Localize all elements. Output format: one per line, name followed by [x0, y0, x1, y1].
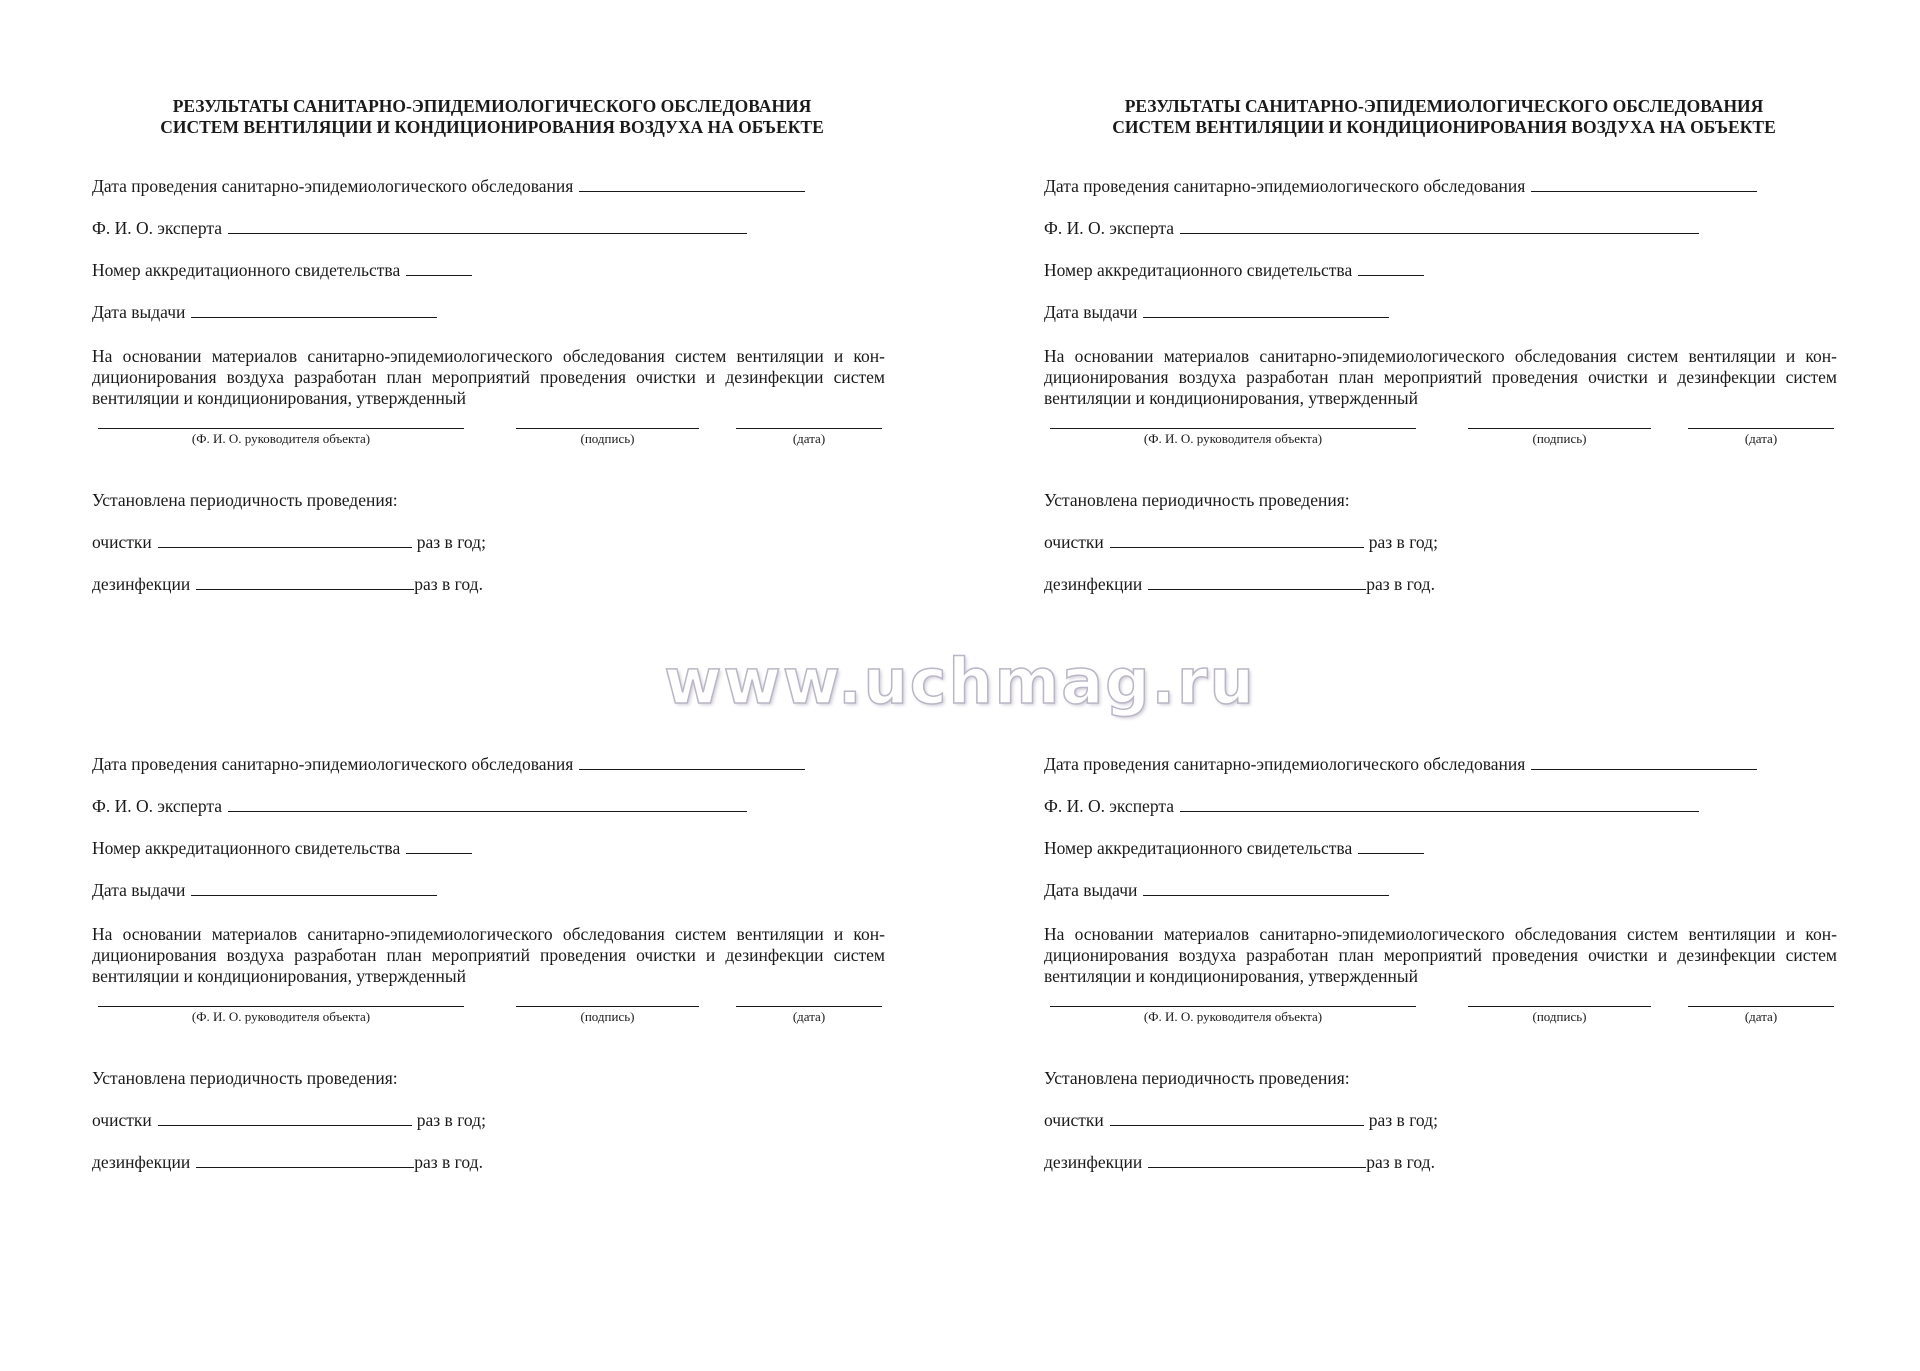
basis-paragraph-line-1: На основании материалов санитарно-эпидемиологического обследования систем вентиляции и кон-	[1044, 924, 1837, 944]
signature-caption: (подпись)	[580, 431, 635, 446]
cleaning-frequency-field[interactable]	[1110, 532, 1364, 548]
survey-date-field[interactable]	[1531, 176, 1757, 192]
disinfection-label: дезинфекции	[92, 1152, 191, 1172]
manager-name-field[interactable]	[1050, 1006, 1416, 1024]
periodicity-row	[92, 1068, 892, 1110]
signature-caption: (подпись)	[580, 1009, 635, 1024]
accreditation-field[interactable]	[1358, 838, 1424, 854]
watermark: www.uchmag.ru	[664, 645, 1256, 718]
form-bottom-right	[1044, 670, 1844, 1194]
basis-paragraph-line-1: На основании материалов санитарно-эпидемиологического обследования систем вентиляции и кон-	[1044, 346, 1837, 366]
disinfection-suffix: раз в год.	[414, 1152, 483, 1172]
basis-paragraph-line-3: вентиляции и кондиционирования, утвержденный	[1044, 388, 1419, 408]
issue-date-field[interactable]	[191, 302, 437, 318]
cleaning-row	[1044, 532, 1844, 574]
signature-caption: (подпись)	[1532, 1009, 1587, 1024]
expert-row	[1044, 796, 1844, 838]
expert-field[interactable]	[228, 218, 747, 234]
disinfection-row	[1044, 1152, 1844, 1194]
disinfection-frequency-field[interactable]	[196, 574, 414, 590]
issue-date-row	[1044, 880, 1844, 922]
manager-name-field[interactable]	[98, 1006, 464, 1024]
approval-date-caption: (дата)	[792, 1009, 826, 1024]
basis-paragraph-line-3: вентиляции и кондиционирования, утвержденный	[92, 388, 467, 408]
signature-field[interactable]	[1468, 428, 1651, 446]
approval-signature-row	[1044, 1006, 1844, 1068]
approval-date-field[interactable]	[736, 1006, 882, 1024]
accreditation-label: Номер аккредитационного свидетельства	[92, 260, 401, 280]
manager-name-caption: (Ф. И. О. руководителя объекта)	[1143, 431, 1323, 446]
survey-date-label: Дата проведения санитарно-эпидемиологического обследования	[1044, 176, 1526, 196]
survey-date-field[interactable]	[1531, 754, 1757, 770]
manager-name-caption: (Ф. И. О. руководителя объекта)	[1143, 1009, 1323, 1024]
issue-date-label: Дата выдачи	[92, 880, 186, 900]
form-title-line-1: РЕЗУЛЬТАТЫ САНИТАРНО-ЭПИДЕМИОЛОГИЧЕСКОГО ОБСЛЕДОВАНИЯ	[1124, 96, 1764, 116]
periodicity-row	[1044, 1068, 1844, 1110]
issue-date-field[interactable]	[1143, 302, 1389, 318]
periodicity-label: Установлена периодичность проведения:	[92, 1068, 398, 1088]
accreditation-label: Номер аккредитационного свидетельства	[1044, 838, 1353, 858]
disinfection-suffix: раз в год.	[1366, 1152, 1435, 1172]
disinfection-label: дезинфекции	[1044, 574, 1143, 594]
manager-name-caption: (Ф. И. О. руководителя объекта)	[191, 1009, 371, 1024]
accreditation-label: Номер аккредитационного свидетельства	[92, 838, 401, 858]
disinfection-label: дезинфекции	[92, 574, 191, 594]
cleaning-label: очистки	[1044, 532, 1104, 552]
issue-date-field[interactable]	[1143, 880, 1389, 896]
approval-date-caption: (дата)	[1744, 1009, 1778, 1024]
expert-label: Ф. И. О. эксперта	[92, 218, 222, 238]
basis-paragraph	[92, 924, 885, 1006]
form-title-line-2: СИСТЕМ ВЕНТИЛЯЦИИ И КОНДИЦИОНИРОВАНИЯ ВОЗДУХА НА ОБЪЕКТЕ	[160, 117, 824, 137]
basis-paragraph-line-2: диционирования воздуха разработан план мероприятий проведения очистки и дезинфекции систем	[92, 367, 885, 387]
expert-row	[1044, 218, 1844, 260]
cleaning-frequency-field[interactable]	[158, 532, 412, 548]
approval-date-field[interactable]	[736, 428, 882, 446]
form-bottom-left	[92, 670, 892, 1194]
signature-field[interactable]	[1468, 1006, 1651, 1024]
survey-date-field[interactable]	[579, 176, 805, 192]
basis-paragraph-line-3: вентиляции и кондиционирования, утвержденный	[1044, 966, 1419, 986]
approval-date-field[interactable]	[1688, 428, 1834, 446]
survey-date-label: Дата проведения санитарно-эпидемиологического обследования	[1044, 754, 1526, 774]
periodicity-row	[92, 490, 892, 532]
accreditation-label: Номер аккредитационного свидетельства	[1044, 260, 1353, 280]
form-title	[1044, 92, 1844, 176]
basis-paragraph	[92, 346, 885, 428]
survey-date-row	[1044, 176, 1844, 218]
form-top-left	[92, 92, 892, 616]
manager-name-field[interactable]	[1050, 428, 1416, 446]
issue-date-label: Дата выдачи	[1044, 302, 1138, 322]
basis-paragraph-line-2: диционирования воздуха разработан план мероприятий проведения очистки и дезинфекции систем	[1044, 945, 1837, 965]
disinfection-frequency-field[interactable]	[1148, 1152, 1366, 1168]
expert-row	[92, 796, 892, 838]
basis-paragraph-line-1: На основании материалов санитарно-эпидемиологического обследования систем вентиляции и кон-	[92, 346, 885, 366]
accreditation-field[interactable]	[406, 838, 472, 854]
manager-name-field[interactable]	[98, 428, 464, 446]
cleaning-suffix: раз в год;	[416, 1110, 486, 1130]
approval-signature-row	[92, 428, 892, 490]
accreditation-field[interactable]	[406, 260, 472, 276]
disinfection-row	[92, 574, 892, 616]
basis-paragraph	[1044, 924, 1837, 1006]
accreditation-field[interactable]	[1358, 260, 1424, 276]
cleaning-row	[92, 532, 892, 574]
expert-label: Ф. И. О. эксперта	[92, 796, 222, 816]
cleaning-row	[1044, 1110, 1844, 1152]
cleaning-suffix: раз в год;	[1368, 532, 1438, 552]
issue-date-field[interactable]	[191, 880, 437, 896]
disinfection-row	[1044, 574, 1844, 616]
expert-field[interactable]	[228, 796, 747, 812]
cleaning-frequency-field[interactable]	[158, 1110, 412, 1126]
disinfection-suffix: раз в год.	[414, 574, 483, 594]
issue-date-row	[92, 302, 892, 344]
expert-row	[92, 218, 892, 260]
manager-name-caption: (Ф. И. О. руководителя объекта)	[191, 431, 371, 446]
survey-date-label: Дата проведения санитарно-эпидемиологического обследования	[92, 754, 574, 774]
issue-date-row	[1044, 302, 1844, 344]
signature-field[interactable]	[516, 428, 699, 446]
basis-paragraph-line-2: диционирования воздуха разработан план мероприятий проведения очистки и дезинфекции систем	[1044, 367, 1837, 387]
survey-date-row	[92, 176, 892, 218]
basis-paragraph-line-1: На основании материалов санитарно-эпидемиологического обследования систем вентиляции и кон-	[92, 924, 885, 944]
cleaning-suffix: раз в год;	[1368, 1110, 1438, 1130]
form-title	[92, 92, 892, 176]
accreditation-row	[1044, 260, 1844, 302]
approval-signature-row	[92, 1006, 892, 1068]
disinfection-frequency-field[interactable]	[1148, 574, 1366, 590]
periodicity-label: Установлена периодичность проведения:	[1044, 490, 1350, 510]
form-title-line-1: РЕЗУЛЬТАТЫ САНИТАРНО-ЭПИДЕМИОЛОГИЧЕСКОГО ОБСЛЕДОВАНИЯ	[172, 96, 812, 116]
disinfection-row	[92, 1152, 892, 1194]
disinfection-frequency-field[interactable]	[196, 1152, 414, 1168]
basis-paragraph	[1044, 346, 1837, 428]
cleaning-label: очистки	[92, 532, 152, 552]
approval-signature-row	[1044, 428, 1844, 490]
cleaning-label: очистки	[92, 1110, 152, 1130]
cleaning-frequency-field[interactable]	[1110, 1110, 1364, 1126]
accreditation-row	[1044, 838, 1844, 880]
cleaning-row	[92, 1110, 892, 1152]
approval-date-caption: (дата)	[1744, 431, 1778, 446]
signature-field[interactable]	[516, 1006, 699, 1024]
cleaning-suffix: раз в год;	[416, 532, 486, 552]
basis-paragraph-line-2: диционирования воздуха разработан план мероприятий проведения очистки и дезинфекции систем	[92, 945, 885, 965]
issue-date-row	[92, 880, 892, 922]
survey-date-row	[92, 754, 892, 796]
periodicity-row	[1044, 490, 1844, 532]
form-title-line-2: СИСТЕМ ВЕНТИЛЯЦИИ И КОНДИЦИОНИРОВАНИЯ ВОЗДУХА НА ОБЪЕКТЕ	[1112, 117, 1776, 137]
issue-date-label: Дата выдачи	[1044, 880, 1138, 900]
cleaning-label: очистки	[1044, 1110, 1104, 1130]
expert-label: Ф. И. О. эксперта	[1044, 218, 1174, 238]
survey-date-label: Дата проведения санитарно-эпидемиологического обследования	[92, 176, 574, 196]
expert-field[interactable]	[1180, 218, 1699, 234]
expert-field[interactable]	[1180, 796, 1699, 812]
periodicity-label: Установлена периодичность проведения:	[92, 490, 398, 510]
issue-date-label: Дата выдачи	[92, 302, 186, 322]
form-top-right	[1044, 92, 1844, 616]
periodicity-label: Установлена периодичность проведения:	[1044, 1068, 1350, 1088]
expert-label: Ф. И. О. эксперта	[1044, 796, 1174, 816]
disinfection-label: дезинфекции	[1044, 1152, 1143, 1172]
accreditation-row	[92, 838, 892, 880]
survey-date-row	[1044, 754, 1844, 796]
disinfection-suffix: раз в год.	[1366, 574, 1435, 594]
survey-date-field[interactable]	[579, 754, 805, 770]
signature-caption: (подпись)	[1532, 431, 1587, 446]
basis-paragraph-line-3: вентиляции и кондиционирования, утвержденный	[92, 966, 467, 986]
approval-date-field[interactable]	[1688, 1006, 1834, 1024]
accreditation-row	[92, 260, 892, 302]
approval-date-caption: (дата)	[792, 431, 826, 446]
